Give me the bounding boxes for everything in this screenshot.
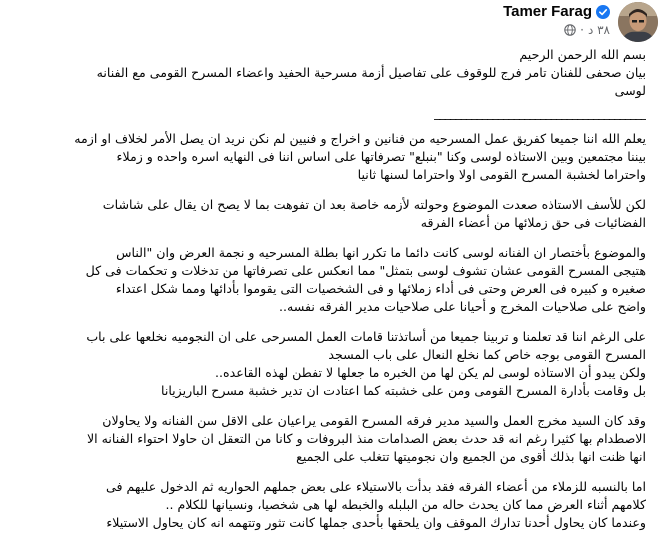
verified-badge-icon: [596, 5, 610, 19]
separator-line: ________________________________________: [434, 105, 646, 120]
post-meta: [564, 23, 610, 37]
author-line: [503, 3, 610, 20]
post-paragraph: [14, 412, 646, 466]
post-timestamp[interactable]: ٣٨ د: [587, 23, 610, 37]
post-line: لكن للأسف الاستاذه صعدت الموضوع وحولته لأزمه خاصة بعد ان تفوهت بما لا يصح ان يقال على شاشات: [102, 197, 646, 212]
post-paragraph: [14, 196, 646, 232]
post-header: [0, 0, 668, 44]
author-name[interactable]: Tamer Farag: [503, 3, 592, 20]
avatar-portrait-image: [618, 2, 658, 42]
post-line: اما بالنسبه للزملاء من أعضاء الفرقه فقد بدأت بالاستيلاء على بعض جملهم الحواريه ثم الدخول عليهم فى: [106, 479, 646, 494]
post-line: بيان صحفى للفنان تامر فرج للوقوف على تفاصيل أزمة مسرحية الحفيد واعضاء المسرح القومى مع الفنانه: [96, 65, 646, 80]
post-line: كلامهم أثناء العرض مما كان يحدث حاله من البلبله والخبطه لها هى شخصيا، ونسيانها للكلام ..: [165, 497, 646, 512]
author-avatar[interactable]: [618, 2, 658, 42]
post-line: الاصطدام بها كثيرا رغم انه قد حدث بعض الصدامات منذ البروفات و كانا من التعقل ان حاولا احتواء الفنانه الا: [86, 431, 646, 446]
post-line: يعلم الله اننا جميعا كفريق عمل المسرحيه من فنانين و اخراج و فنيين لم نكن نريد ان يصل الأمر لخلاف او ازمه: [74, 131, 646, 146]
post-paragraph: [14, 328, 646, 400]
post-paragraph: [14, 478, 646, 532]
post-body: [14, 46, 646, 544]
post-line: واضح على صلاحيات المخرج و أحيانا على صلاحيات مدير الفرقه نفسه..: [278, 299, 646, 314]
post-line: بسم الله الرحمن الرحيم: [519, 47, 646, 62]
post-line: وقد كان السيد مخرج العمل والسيد مدير فرقه المسرح القومى يراعيان على الاقل سن الفنانه ولا يحاولان: [102, 413, 646, 428]
meta-separator: ·: [580, 23, 584, 37]
post-line: بل وقامت بأدارة المسرح القومى ومن على خشبته كما اعتادت ان تدير خشبة مسرح الباريزيانا: [161, 383, 646, 398]
post-line: والموضوع بأختصار ان الفنانه لوسى كانت دائما ما تكرر انها بطلة المسرحيه و نجمة العرض وان "الناس: [116, 245, 646, 260]
post-intro: [14, 46, 646, 100]
post-line: ولكن يبدو أن الاستاذه لوسى لم يكن لها من الخبره ما جعلها لا تفطن لهذه القاعده..: [215, 365, 646, 380]
post-line: صغيره و كبيره فى العرض وحتى فى أداء زملائها و فى الشخصيات التى يقوموا بأدائها ومما شكل اعتداء: [115, 281, 646, 296]
post-line: المسرح القومى بوجه خاص كما نخلع النعال على باب المسجد: [328, 347, 646, 362]
post-paragraph: [14, 244, 646, 316]
post-line: على الرغم اننا قد تعلمنا و تربينا جميعا من أساتذتنا قامات العمل المسرحى على ان النجوميه نخلعها على باب: [86, 329, 646, 344]
post-line: انها ظنت انها بذلك أقوى من الجميع وان نجوميتها تتغلب على الجميع: [296, 449, 646, 464]
post-line: الفضائيات فى حق زملائها من أعضاء الفرقه: [420, 215, 646, 230]
post-line: هتيجى المسرح القومى عشان تشوف لوسى بتمثل" مما انعكس على تصرفاتها من تدخلات و تحكمات فى كل: [85, 263, 646, 278]
post-line: واحتراما لخشبة المسرح القومى اولا واحتراما لسنها ثانيا: [357, 167, 646, 182]
post-line: بيننا مجتمعين وبين الاستاذه لوسى وكنا "بنبلع" تصرفاتها على اساس اننا فى النهايه اسره واحده و زملاء: [116, 149, 646, 164]
globe-icon[interactable]: [564, 24, 576, 36]
post-paragraph: [14, 130, 646, 184]
post-line: وعندما كان يحاول أحدنا تدارك الموقف وان يلحقها بأحدى جملها كانت تثور وتتهمه انه كان يحاول الاستيلاء: [106, 515, 646, 530]
post-line: لوسى: [614, 83, 646, 98]
